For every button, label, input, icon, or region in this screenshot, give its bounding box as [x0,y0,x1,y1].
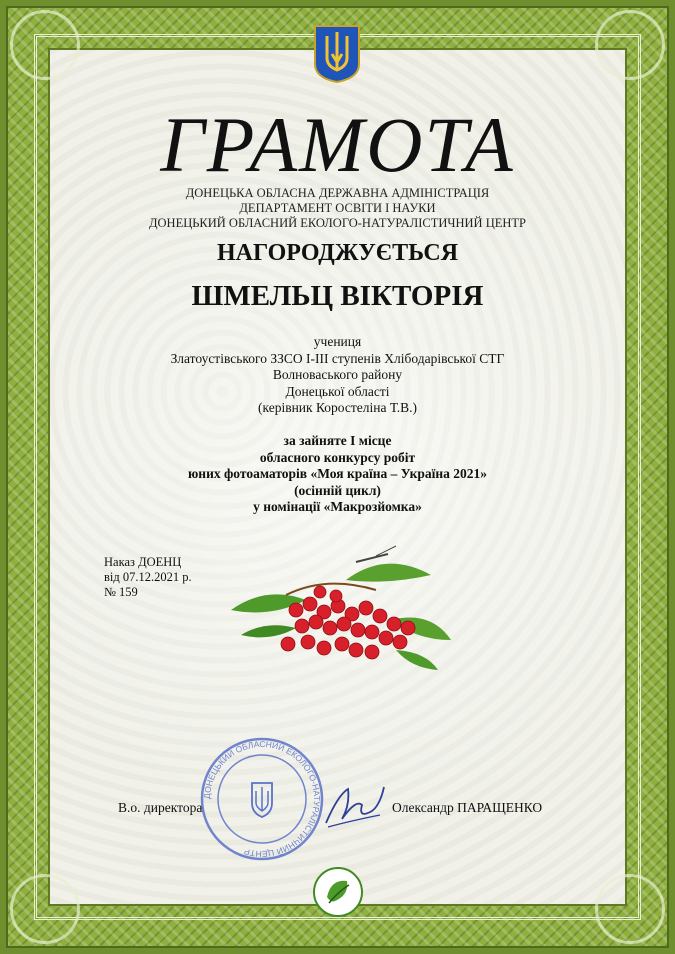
trident-emblem-icon [313,24,361,84]
stamp-text: ДОНЕЦЬКИЙ ОБЛАСНИЙ ЕКОЛОГО-НАТУРАЛІСТИЧНИЙ ЦЕНТР [201,738,323,860]
certificate-title: ГРАМОТА [160,101,515,188]
organization-line: ДЕПАРТАМЕНТ ОСВІТИ І НАУКИ [239,201,436,215]
organization-line: ДОНЕЦЬКИЙ ОБЛАСНИЙ ЕКОЛОГО-НАТУРАЛІСТИЧНИЙ ЦЕНТР [148,216,526,230]
recipient-name: ШМЕЛЬЦ ВІКТОРІЯ [191,280,484,312]
frame-ornament [10,874,80,944]
awarded-heading: НАГОРОДЖУЄТЬСЯ [216,240,459,266]
recipient-detail: Донецької області [285,384,390,399]
achievement-line: юних фотоаматорів «Моя країна – Україна 2021» [187,466,488,481]
recipient-detail: Златоустівського ЗЗСО І-ІІІ ступенів Хлібодарівської СТГ [170,351,505,366]
frame-ornament [595,10,665,80]
achievement-line: обласного конкурсу робіт [259,450,416,465]
signature-position: В.о. директора [118,800,203,815]
achievement-line: (осінній цикл) [294,483,381,498]
frame-ornament [10,10,80,80]
recipient-detail: (керівник Коростеліна Т.В.) [258,400,417,415]
frame-ornament [595,874,665,944]
viburnum-berries-illustration [226,540,458,675]
handwritten-signature [320,775,390,835]
organization-line: ДОНЕЦЬКА ОБЛАСНА ДЕРЖАВНА АДМІНІСТРАЦІЯ [185,186,490,200]
order-date: від 07.12.2021 р. [104,570,192,584]
recipient-detail: учениця [313,334,362,349]
achievement-line: у номінації «Макрозйомка» [253,499,422,514]
eco-center-logo-icon [313,865,363,919]
recipient-detail: Волноваського району [272,367,403,382]
order-title: Наказ ДОЕНЦ [104,555,182,569]
official-stamp [198,735,326,863]
achievement-line: за зайняте І місце [283,433,392,448]
signatory-name: Олександр ПАРАЩЕНКО [392,800,543,815]
order-number: № 159 [104,585,138,599]
